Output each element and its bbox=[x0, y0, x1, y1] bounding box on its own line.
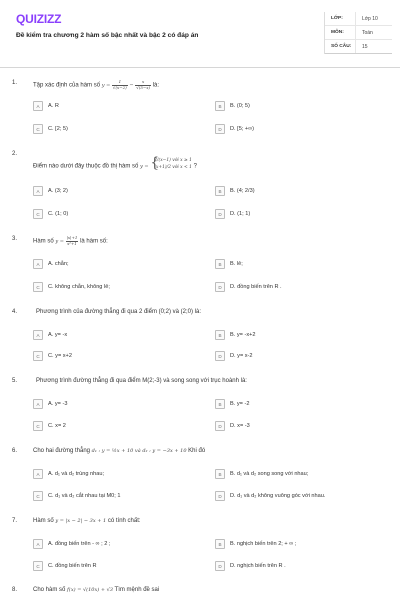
option-letter: B bbox=[215, 539, 225, 549]
option-a[interactable] bbox=[33, 186, 68, 196]
question-text: Phương trình của đường thẳng đi qua 2 điểm (0;2) và (2;0) là: bbox=[36, 309, 201, 315]
piecewise-case: 2/(x−1) với x ≥ 1 bbox=[154, 158, 192, 163]
meta-value: Lớp 10 bbox=[355, 12, 392, 25]
option-text: B. y= -x+2 bbox=[230, 332, 256, 338]
question-prefix: Cho hàm số bbox=[33, 587, 66, 593]
question-prefix: Cho hai đường thẳng bbox=[33, 448, 90, 454]
option-text: D. đồng biến trên R . bbox=[230, 284, 282, 290]
option-text: A. đồng biến trên - ∞ ; 2 ; bbox=[48, 541, 111, 547]
question-prefix: Điểm nào dưới đây thuộc đồ thị hàm số bbox=[33, 163, 139, 170]
option-a[interactable] bbox=[33, 259, 69, 269]
option-b[interactable] bbox=[215, 330, 256, 340]
option-d[interactable] bbox=[215, 491, 325, 501]
option-text: A. (3; 2) bbox=[48, 188, 68, 194]
question-text bbox=[33, 80, 159, 90]
option-text: C. (1; 0) bbox=[48, 211, 69, 217]
option-a[interactable] bbox=[33, 101, 59, 111]
option-letter: A bbox=[33, 259, 43, 269]
option-b[interactable] bbox=[215, 539, 296, 549]
option-letter: B bbox=[215, 330, 225, 340]
question-prefix: Tập xác định của hàm số bbox=[33, 82, 101, 89]
math-expr: y = bbox=[140, 163, 151, 170]
option-letter: A bbox=[33, 330, 43, 340]
option-text: D. d₁ và d₂ không vuông góc với nhau. bbox=[230, 493, 326, 499]
option-c[interactable] bbox=[33, 491, 120, 501]
question-number: 2. bbox=[12, 151, 18, 157]
option-letter: D bbox=[215, 421, 225, 431]
option-a[interactable] bbox=[33, 539, 110, 549]
worksheet-title: Đề kiểm tra chương 2 hàm số bậc nhất và bậc 2 có đáp án bbox=[16, 32, 199, 39]
math-expr: y = bbox=[55, 238, 66, 245]
question-prefix: Hàm số bbox=[33, 238, 54, 245]
math-expr: d₁ : y = ½x + 10 và d₂ : y = −3x + 10 bbox=[91, 448, 187, 454]
question-number: 5. bbox=[12, 378, 18, 384]
meta-value: Toán bbox=[355, 26, 392, 39]
option-letter: A bbox=[33, 186, 43, 196]
question-number: 4. bbox=[12, 309, 18, 315]
option-letter: C bbox=[33, 209, 43, 219]
question-number: 7. bbox=[12, 518, 18, 524]
option-c[interactable] bbox=[33, 561, 97, 571]
meta-row-subject bbox=[325, 26, 392, 40]
option-letter: B bbox=[215, 399, 225, 409]
option-text: C. đồng biến trên R bbox=[48, 563, 97, 569]
meta-row-class bbox=[325, 12, 392, 26]
question-suffix: Tìm mệnh đề sai bbox=[114, 587, 160, 593]
math-op: − bbox=[129, 82, 136, 89]
option-c[interactable] bbox=[33, 209, 68, 219]
math-expr: f(x) = √(10x) + √3 bbox=[67, 587, 113, 593]
meta-label: MÔN: bbox=[331, 30, 344, 35]
option-text: B. (4; 2/3) bbox=[230, 188, 255, 194]
option-text: B. (0; 5) bbox=[230, 103, 250, 109]
option-b[interactable] bbox=[215, 259, 243, 269]
option-b[interactable] bbox=[215, 101, 250, 111]
meta-value: 15 bbox=[355, 40, 392, 53]
option-letter: A bbox=[33, 539, 43, 549]
question-prefix: Hàm số bbox=[33, 518, 54, 524]
option-text: B. d₁ và d₂ song song với nhau; bbox=[230, 471, 309, 477]
option-text: D. (1; 1) bbox=[230, 211, 251, 217]
piecewise-case: (x+1)/2 với x < 1 bbox=[154, 165, 192, 170]
option-c[interactable] bbox=[33, 124, 68, 134]
option-d[interactable] bbox=[215, 209, 250, 219]
meta-row-count bbox=[325, 40, 392, 54]
question-suffix: có tính chất: bbox=[107, 518, 141, 524]
meta-label: LỚP: bbox=[331, 16, 343, 21]
option-letter: D bbox=[215, 561, 225, 571]
option-text: A. R bbox=[48, 103, 59, 109]
option-text: B. lẻ; bbox=[230, 261, 243, 267]
option-text: C. x= 2 bbox=[48, 423, 66, 429]
option-text: C. không chẵn, không lẻ; bbox=[48, 284, 110, 290]
question-text bbox=[33, 518, 141, 524]
option-a[interactable] bbox=[33, 469, 104, 479]
fraction bbox=[135, 80, 151, 90]
option-letter: A bbox=[33, 399, 43, 409]
option-c[interactable] bbox=[33, 282, 110, 292]
question-number: 1. bbox=[12, 80, 18, 86]
question-text bbox=[33, 155, 197, 173]
option-text: B. y= -2 bbox=[230, 401, 250, 407]
option-letter: C bbox=[33, 421, 43, 431]
question-text bbox=[33, 587, 159, 593]
option-b[interactable] bbox=[215, 186, 255, 196]
option-letter: C bbox=[33, 124, 43, 134]
option-text: B. nghịch biến trên 2; + ∞ ; bbox=[230, 541, 297, 547]
question-suffix: là hàm số: bbox=[80, 238, 108, 245]
question-text: Phương trình đường thẳng đi qua điểm M(2;-3) và song song với trục hoành là: bbox=[36, 378, 247, 384]
meta-label: SỐ CÂU: bbox=[331, 44, 352, 49]
question-suffix: ? bbox=[193, 163, 197, 170]
option-text: D. y= x-2 bbox=[230, 353, 253, 359]
option-b[interactable] bbox=[215, 469, 308, 479]
question-number: 6. bbox=[12, 448, 18, 454]
option-text: C. y= x+2 bbox=[48, 353, 72, 359]
frac-den: √(x−2) bbox=[112, 84, 127, 90]
option-letter: C bbox=[33, 491, 43, 501]
piecewise-function bbox=[150, 157, 192, 171]
option-letter: A bbox=[33, 101, 43, 111]
option-letter: D bbox=[215, 491, 225, 501]
option-d[interactable] bbox=[215, 124, 254, 134]
option-letter: B bbox=[215, 186, 225, 196]
option-letter: C bbox=[33, 282, 43, 292]
option-d[interactable] bbox=[215, 282, 282, 292]
option-text: A. y= -x bbox=[48, 332, 68, 338]
option-text: A. d₁ và d₂ trùng nhau; bbox=[48, 471, 104, 477]
option-letter: C bbox=[33, 561, 43, 571]
option-text: D. x= -3 bbox=[230, 423, 250, 429]
option-c[interactable] bbox=[33, 421, 66, 431]
option-letter: B bbox=[215, 469, 225, 479]
frac-num: 1 bbox=[112, 80, 128, 86]
option-d[interactable] bbox=[215, 421, 250, 431]
frac-num: x bbox=[135, 80, 151, 86]
option-d[interactable] bbox=[215, 561, 286, 571]
question-suffix: Khi đó bbox=[188, 448, 206, 454]
option-a[interactable] bbox=[33, 330, 67, 340]
option-text: D. nghịch biến trên R . bbox=[230, 563, 286, 569]
math-expr: y = bbox=[101, 82, 112, 89]
option-letter: D bbox=[215, 209, 225, 219]
option-letter: D bbox=[215, 351, 225, 361]
option-letter: D bbox=[215, 124, 225, 134]
frac-num: |x|+1 bbox=[66, 235, 78, 240]
option-a[interactable] bbox=[33, 399, 67, 409]
option-letter: D bbox=[215, 282, 225, 292]
quizizz-logo: QUIZIZZ bbox=[16, 12, 62, 26]
fraction bbox=[66, 236, 79, 246]
brace-icon: { bbox=[150, 155, 160, 171]
option-text: A. chẵn; bbox=[48, 261, 69, 267]
meta-table bbox=[324, 12, 392, 54]
header-divider bbox=[0, 67, 400, 68]
option-letter: A bbox=[33, 469, 43, 479]
option-text: A. y= -3 bbox=[48, 401, 68, 407]
option-letter: C bbox=[33, 351, 43, 361]
option-text: C. [2; 5) bbox=[48, 126, 68, 132]
option-c[interactable] bbox=[33, 351, 72, 361]
worksheet-header bbox=[0, 0, 400, 70]
question-number: 8. bbox=[12, 587, 18, 593]
frac-den: √(5−x) bbox=[136, 84, 151, 90]
question-suffix: là: bbox=[152, 82, 160, 89]
option-letter: B bbox=[215, 101, 225, 111]
option-text: D. [5; +∞) bbox=[230, 126, 255, 132]
frac-den: x²+1 bbox=[67, 240, 77, 246]
fraction bbox=[112, 80, 128, 90]
question-text bbox=[33, 236, 108, 246]
question-number: 3. bbox=[12, 236, 18, 242]
math-expr: y = |x − 2| − 3x + 1 bbox=[55, 518, 107, 524]
option-d[interactable] bbox=[215, 351, 253, 361]
option-letter: B bbox=[215, 259, 225, 269]
question-text bbox=[33, 448, 205, 454]
option-b[interactable] bbox=[215, 399, 249, 409]
option-text: C. d₁ và d₂ cắt nhau tại M0; 1 bbox=[48, 493, 121, 499]
